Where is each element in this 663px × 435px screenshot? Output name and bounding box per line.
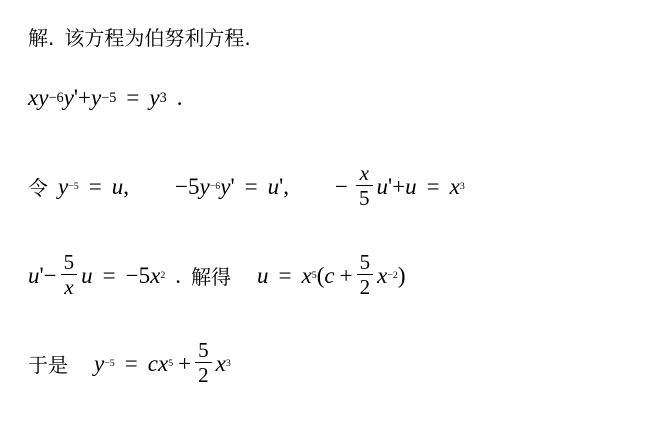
var-x: x xyxy=(301,262,312,288)
coefficient-5: 5 xyxy=(138,262,151,288)
obtain-mark: 解得 xyxy=(191,265,232,290)
var-c: c xyxy=(147,350,158,376)
fraction-numerator: 5 xyxy=(198,338,209,362)
operator-plus: + xyxy=(77,85,91,110)
operator-equals: = xyxy=(278,262,292,288)
prime-mark: ' xyxy=(73,85,78,110)
thus-mark: 于是 xyxy=(28,353,68,378)
operator-equals: = xyxy=(102,262,116,288)
var-y: y xyxy=(220,173,231,199)
fraction-5-over-2 xyxy=(195,339,212,386)
solution-mark: 解. xyxy=(28,26,55,50)
period-mark: . xyxy=(176,85,183,110)
fraction-denominator: x xyxy=(64,275,74,300)
prime-mark: ' xyxy=(39,262,44,288)
fraction-numerator: 5 xyxy=(63,250,75,274)
var-y: y xyxy=(38,85,49,110)
prime-mark: ' xyxy=(388,173,393,199)
left-paren: ( xyxy=(316,262,325,288)
prime-mark: ' xyxy=(230,173,235,199)
var-x: x xyxy=(215,350,226,376)
var-u: u xyxy=(376,173,388,199)
operator-minus: − xyxy=(125,262,139,288)
var-y: y xyxy=(63,85,74,110)
var-u: u xyxy=(111,173,124,199)
var-y: y xyxy=(94,350,105,376)
coefficient-5: 5 xyxy=(187,173,200,199)
operator-minus: − xyxy=(335,173,348,199)
equation-line-4: u ' − $\frac{5}{x}$ u = − 5 x 2 . 解得 u = x 5 ( c + $\frac{5}{2}$ x −2 ) xyxy=(28,250,406,300)
fraction-5-over-x xyxy=(61,251,78,298)
fraction-denominator: 2 xyxy=(359,275,371,300)
comma-mark: , xyxy=(123,173,129,199)
period-mark: . xyxy=(175,262,182,288)
fraction-x-over-5 xyxy=(356,162,373,209)
operator-equals: = xyxy=(88,173,102,199)
var-x: x xyxy=(449,173,460,199)
operator-plus: + xyxy=(339,262,353,288)
var-x: x xyxy=(150,262,161,288)
solution-line-1 xyxy=(28,22,251,51)
var-y: y xyxy=(58,173,69,199)
right-paren: ) xyxy=(397,262,406,288)
operator-equals: = xyxy=(244,173,258,199)
fraction-numerator: x xyxy=(359,161,369,185)
fraction-denominator: 5 xyxy=(359,186,370,211)
var-y: y xyxy=(199,173,210,199)
var-x: x xyxy=(157,350,169,376)
prime-mark: ' xyxy=(279,173,284,199)
var-y: y xyxy=(149,85,160,110)
equation-line-5: 于是 y −5 = c x 5 + $\frac{5}{2}$ x 3 xyxy=(28,338,231,388)
fraction-denominator: 2 xyxy=(198,363,209,388)
operator-minus: − xyxy=(43,262,57,288)
var-x: x xyxy=(377,262,388,288)
let-mark: 令 xyxy=(28,176,48,201)
operator-plus: + xyxy=(392,173,406,199)
var-y: y xyxy=(90,85,102,110)
equation-line-3: 令 y −5 = u , − 5 y −6 y ' = u ' , − $\frac{x}{5}$ u ' + u = x 3 xyxy=(28,161,465,211)
equation-line-2: x y −6 y ' + y −5 = y 3 . xyxy=(28,85,183,110)
fraction-numerator: 5 xyxy=(359,250,371,274)
var-c: c xyxy=(324,262,335,288)
comma-mark: , xyxy=(283,173,290,199)
var-u: u xyxy=(267,173,280,199)
var-u: u xyxy=(81,262,93,288)
operator-minus: − xyxy=(175,173,188,199)
operator-equals: = xyxy=(126,85,140,110)
var-u: u xyxy=(405,173,417,199)
fraction-5-over-2 xyxy=(357,251,374,298)
operator-equals: = xyxy=(426,173,440,199)
operator-equals: = xyxy=(124,350,138,376)
var-u: u xyxy=(257,262,269,288)
operator-plus: + xyxy=(178,350,192,376)
var-x: x xyxy=(28,85,39,110)
var-u: u xyxy=(28,262,40,288)
statement-text: 该方程为伯努利方程. xyxy=(64,26,251,50)
